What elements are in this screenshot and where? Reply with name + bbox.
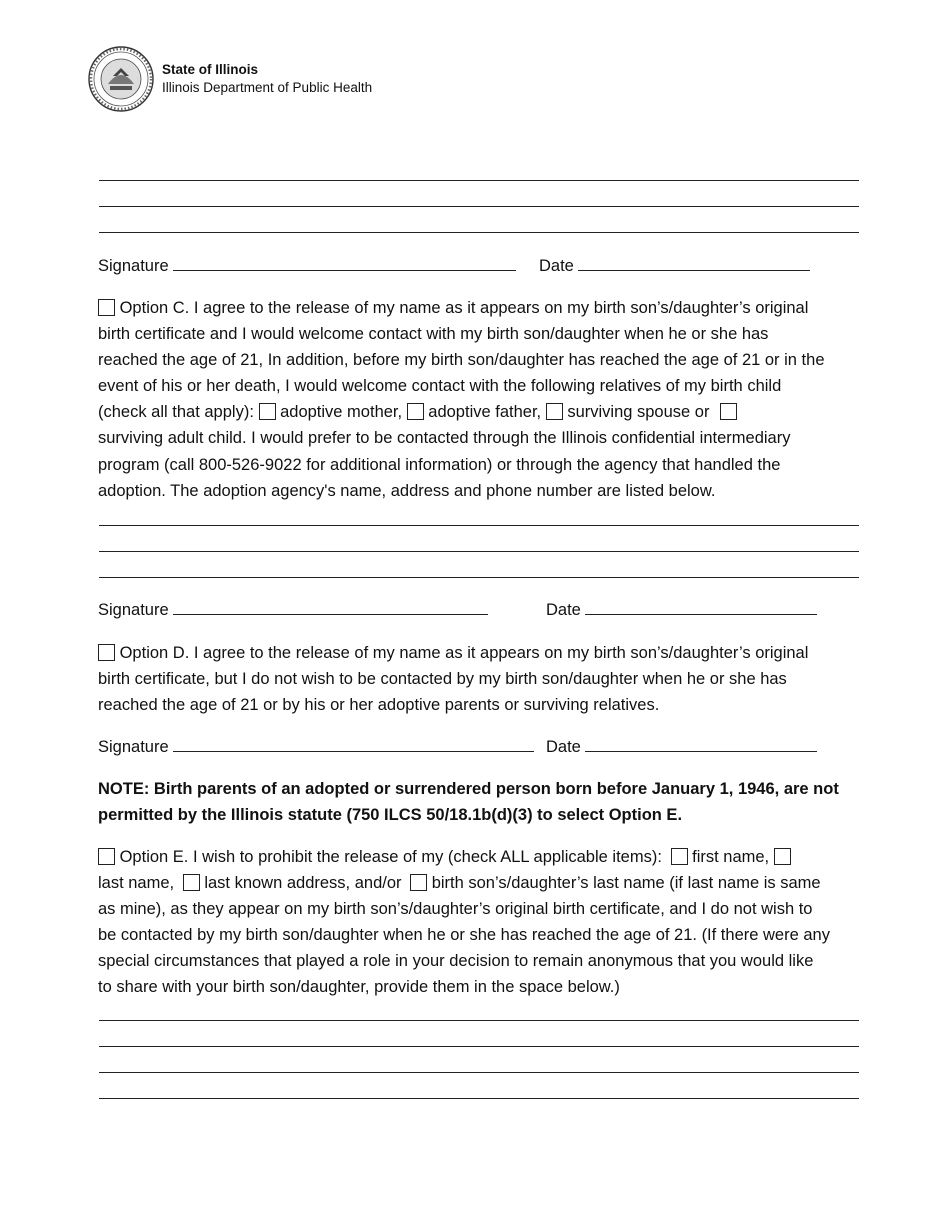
last-name-checkbox[interactable] bbox=[774, 848, 791, 865]
surviving-spouse-label: surviving spouse or bbox=[567, 403, 710, 421]
option-d-line bbox=[98, 643, 808, 663]
date-label: Date bbox=[546, 738, 581, 756]
option-c-text: program (call 800-526-9022 for additional information) or through the agency that handled the bbox=[98, 456, 781, 474]
option-d-text: birth certificate, but I do not wish to be contacted by my birth son/daughter when he or she has bbox=[98, 670, 787, 688]
date-field[interactable] bbox=[585, 600, 817, 615]
signature-field[interactable] bbox=[173, 737, 534, 752]
adoptive-father-checkbox[interactable] bbox=[407, 403, 424, 420]
option-c-line bbox=[98, 298, 808, 318]
option-e-text: to share with your birth son/daughter, provide them in the space below.) bbox=[98, 978, 620, 996]
last-known-address-label: last known address, and/or bbox=[204, 874, 402, 892]
last-name-label: last name, bbox=[98, 874, 175, 892]
state-name: State of Illinois bbox=[162, 62, 259, 77]
date-field[interactable] bbox=[585, 737, 817, 752]
circumstances-line[interactable] bbox=[99, 1020, 859, 1021]
note-text: NOTE: Birth parents of an adopted or surrendered person born before January 1, 1946, are not bbox=[98, 780, 839, 798]
option-c-text: adoption. The adoption agency's name, address and phone number are listed below. bbox=[98, 482, 716, 500]
department-name: Illinois Department of Public Health bbox=[162, 80, 373, 95]
adoptive-mother-label: adoptive mother, bbox=[280, 403, 403, 421]
adoptive-mother-checkbox[interactable] bbox=[259, 403, 276, 420]
date-label: Date bbox=[539, 257, 574, 275]
adoptive-father-label: adoptive father, bbox=[428, 403, 542, 421]
option-e-text: special circumstances that played a role in your decision to remain anonymous that you would like bbox=[98, 952, 814, 970]
signature-label: Signature bbox=[98, 601, 169, 619]
option-d-text: reached the age of 21 or by his or her adoptive parents or surviving relatives. bbox=[98, 696, 660, 714]
last-known-address-checkbox[interactable] bbox=[183, 874, 200, 891]
option-d-checkbox[interactable] bbox=[98, 644, 115, 661]
signature-label: Signature bbox=[98, 257, 169, 275]
note-text: permitted by the Illinois statute (750 ILCS 50/18.1b(d)(3) to select Option E. bbox=[98, 806, 683, 824]
option-c-text: surviving adult child. I would prefer to be contacted through the Illinois confidential intermediary bbox=[98, 429, 791, 447]
option-c-text: Option C. I agree to the release of my name as it appears on my birth son’s/daughter’s original bbox=[119, 299, 809, 317]
blank-line[interactable] bbox=[99, 206, 859, 207]
signature-row-1 bbox=[98, 256, 516, 276]
option-c-relatives-line bbox=[98, 402, 737, 422]
option-c-text: event of his or her death, I would welcome contact with the following relatives of my birth child bbox=[98, 377, 782, 395]
blank-line[interactable] bbox=[99, 180, 859, 181]
date-field[interactable] bbox=[578, 256, 810, 271]
date-label: Date bbox=[546, 601, 581, 619]
agency-info-line[interactable] bbox=[99, 525, 859, 526]
signature-row-3 bbox=[98, 737, 534, 757]
circumstances-line[interactable] bbox=[99, 1072, 859, 1073]
circumstances-line[interactable] bbox=[99, 1098, 859, 1099]
option-c-text: birth certificate and I would welcome contact with my birth son/daughter when he or she has bbox=[98, 325, 769, 343]
option-c-text: reached the age of 21, In addition, before my birth son/daughter has reached the age of 21 or in the bbox=[98, 351, 825, 369]
blank-line[interactable] bbox=[99, 232, 859, 233]
date-row-1 bbox=[539, 256, 810, 276]
signature-field[interactable] bbox=[173, 600, 488, 615]
first-name-checkbox[interactable] bbox=[671, 848, 688, 865]
first-name-label: first name, bbox=[692, 848, 770, 866]
option-e-text: be contacted by my birth son/daughter when he or she has reached the age of 21. (If there were any bbox=[98, 926, 830, 944]
option-e-text: as mine), as they appear on my birth son’s/daughter’s original birth certificate, and I do not wish to bbox=[98, 900, 813, 918]
circumstances-line[interactable] bbox=[99, 1046, 859, 1047]
option-c-text: (check all that apply): bbox=[98, 403, 254, 421]
signature-row-2 bbox=[98, 600, 488, 620]
option-e-line bbox=[98, 847, 791, 867]
option-c-checkbox[interactable] bbox=[98, 299, 115, 316]
option-e-checkbox[interactable] bbox=[98, 848, 115, 865]
agency-info-line[interactable] bbox=[99, 577, 859, 578]
option-e-text: Option E. I wish to prohibit the release of my (check ALL applicable items): bbox=[119, 848, 662, 866]
option-e-items-line bbox=[98, 873, 821, 893]
surviving-spouse-checkbox[interactable] bbox=[546, 403, 563, 420]
state-seal-icon bbox=[88, 46, 154, 112]
birth-child-last-name-checkbox[interactable] bbox=[410, 874, 427, 891]
signature-label: Signature bbox=[98, 738, 169, 756]
date-row-3 bbox=[546, 737, 817, 757]
signature-field[interactable] bbox=[173, 256, 516, 271]
surviving-adult-child-checkbox[interactable] bbox=[720, 403, 737, 420]
agency-info-line[interactable] bbox=[99, 551, 859, 552]
birth-child-last-name-label: birth son’s/daughter’s last name (if last name is same bbox=[431, 874, 821, 892]
date-row-2 bbox=[546, 600, 817, 620]
option-d-text: Option D. I agree to the release of my name as it appears on my birth son’s/daughter’s original bbox=[119, 644, 809, 662]
agency-header bbox=[162, 61, 372, 97]
